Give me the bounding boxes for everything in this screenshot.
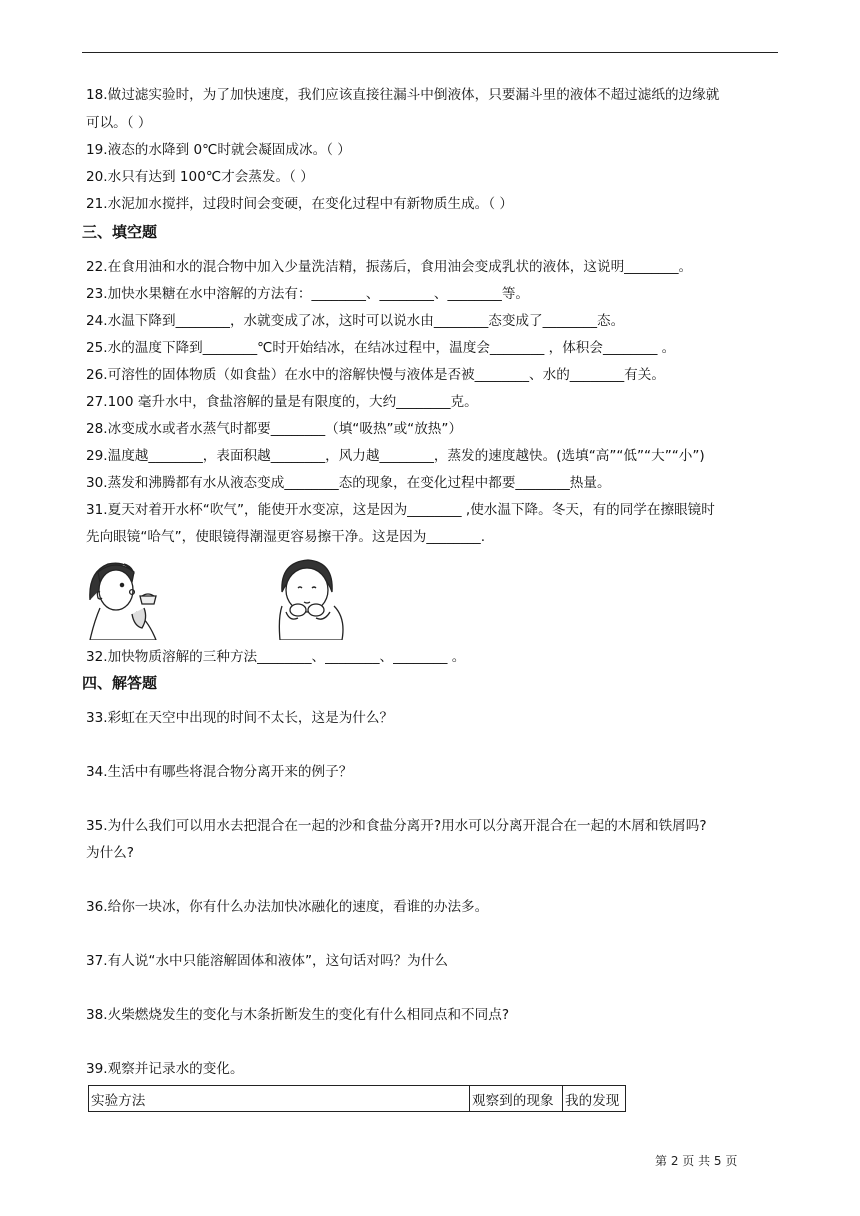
- question-27: 27.100 毫升水中，食盐溶解的量是有限度的，大约________克。: [86, 394, 478, 410]
- question-37: 37.有人说“水中只能溶解固体和液体”，这句话对吗？为什么: [86, 953, 448, 969]
- question-32: 32.加快物质溶解的三种方法________、________、________ 。: [86, 649, 466, 665]
- question-38: 38.火柴燃烧发生的变化与木条折断发生的变化有什么相同点和不同点?: [86, 1007, 510, 1023]
- question-36: 36.给你一块冰，你有什么办法加快冰融化的速度，看谁的办法多。: [86, 899, 489, 915]
- question-30: 30.蒸发和沸腾都有水从液态变成________态的现象，在变化过程中都要________热量。: [86, 475, 611, 491]
- observation-table: [88, 1085, 626, 1112]
- question-19: 19.液态的水降到 0℃时就会凝固成冰。（ ）: [86, 142, 351, 158]
- question-35-line2: 为什么?: [86, 845, 134, 861]
- question-24: 24.水温下降到________，水就变成了冰，这时可以说水由________态变成了________态。: [86, 313, 625, 329]
- question-31-line2: 先向眼镜“哈气”，使眼镜得潮湿更容易擦干净。这是因为________.: [86, 529, 486, 545]
- question-31-line1: 31.夏天对着开水杯“吹气”，能使开水变凉，这是因为________ ,使水温下降。冬天，有的同学在擦眼镜时: [86, 502, 715, 518]
- table-header-method: 实验方法: [89, 1086, 470, 1112]
- illustration-blowing-and-breathing: [86, 552, 366, 640]
- question-29: 29.温度越________，表面积越________，风力越________，蒸发的速度越快。(选填“高”“低”“大”“小”): [86, 448, 705, 464]
- question-23: 23.加快水果糖在水中溶解的方法有：________、________、________等。: [86, 286, 530, 302]
- question-33: 33.彩虹在天空中出现的时间不太长，这是为什么？: [86, 710, 394, 726]
- question-35-line1: 35.为什么我们可以用水去把混合在一起的沙和食盐分离开?用水可以分离开混合在一起的木屑和铁屑吗?: [86, 818, 707, 834]
- section-heading-fill-blank: 三、填空题: [82, 223, 158, 241]
- question-26: 26.可溶性的固体物质（如食盐）在水中的溶解快慢与液体是否被________、水的________有关。: [86, 367, 665, 383]
- question-34: 34.生活中有哪些将混合物分离开来的例子？: [86, 764, 353, 780]
- boy-blowing-cup-illustration: [90, 563, 156, 640]
- question-22: 22.在食用油和水的混合物中加入少量洗洁精，振荡后，食用油会变成乳状的液体，这说明________。: [86, 259, 693, 275]
- question-18-line2: 可以。（ ）: [86, 115, 152, 131]
- page-footer: 第 2 页 共 5 页: [655, 1154, 738, 1168]
- table-header-finding: 我的发现: [563, 1086, 626, 1112]
- question-20: 20.水只有达到 100℃才会蒸发。（ ）: [86, 169, 314, 185]
- section-heading-answer: 四、解答题: [82, 674, 158, 692]
- question-28: 28.冰变成水或者水蒸气时都要________（填“吸热”或“放热”）: [86, 421, 463, 437]
- question-21: 21.水泥加水搅拌，过段时间会变硬，在变化过程中有新物质生成。（ ）: [86, 196, 513, 212]
- girl-breathing-on-glasses-illustration: [279, 560, 343, 640]
- header-rule: [82, 52, 778, 53]
- table-header-phenomenon: 观察到的现象: [470, 1086, 563, 1112]
- question-25: 25.水的温度下降到________℃时开始结冰，在结冰过程中，温度会________ ，体积会________ 。: [86, 340, 676, 356]
- question-39: 39.观察并记录水的变化。: [86, 1061, 244, 1077]
- question-18-line1: 18.做过滤实验时，为了加快速度，我们应该直接往漏斗中倒液体，只要漏斗里的液体不超过滤纸的边缘就: [86, 87, 720, 103]
- table-header-row: [89, 1086, 626, 1112]
